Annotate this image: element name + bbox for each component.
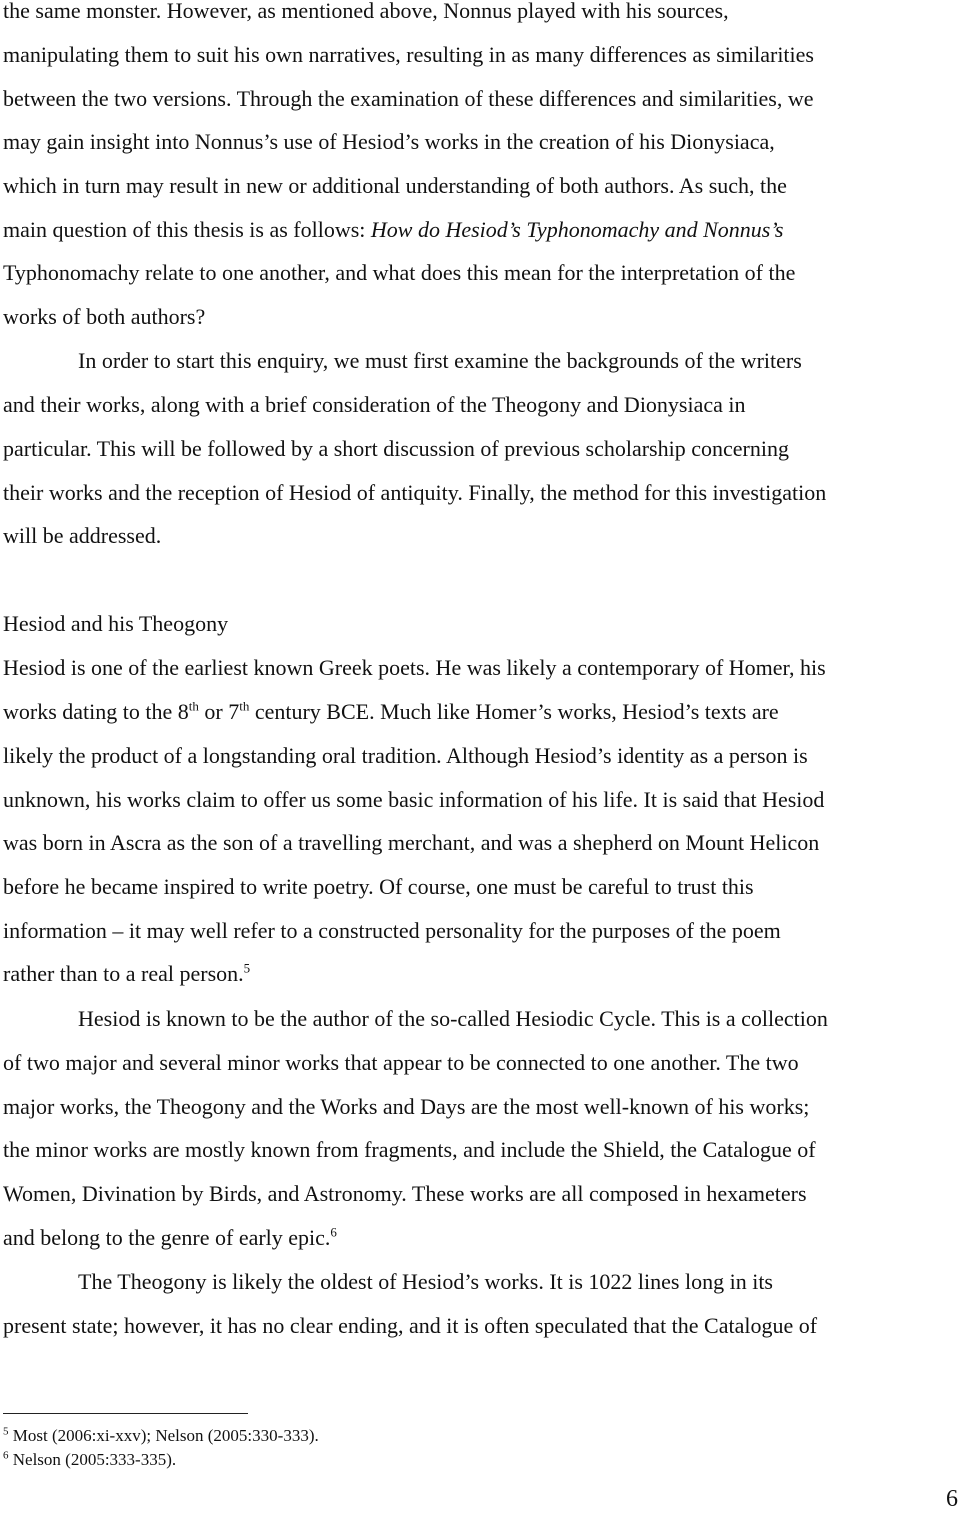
footnote-divider [3,1413,248,1414]
footnote-text: Most (2006:xi-xxv); Nelson (2005:330-333). [8,1426,319,1445]
text-run: century BCE. Much like Homer’s works, Hesiod’s texts are [249,699,779,724]
footnote-ref-5[interactable]: 5 [243,960,251,976]
superscript: th [188,698,199,714]
text-line: likely the product of a longstanding oral tradition. Although Hesiod’s identity as a person is [3,743,808,768]
text-line: major works, the Theogony and the Works and Days are the most well-known of his works; [3,1094,810,1119]
footnote-number: 5 [3,1425,9,1438]
text-line [3,698,779,724]
text-line [3,1224,337,1250]
text-line: and their works, along with a brief consideration of the Theogony and Dionysiaca in [3,392,746,417]
text-run: or 7 [198,699,240,724]
section-heading: Hesiod and his Theogony [3,611,229,636]
page-number: 6 [946,1486,958,1512]
text-line: of two major and several minor works that appear to be connected to one another. The two [3,1050,799,1075]
text-line: unknown, his works claim to offer us some basic information of his life. It is said that Hesiod [3,787,825,812]
text-run: works dating to the 8 [3,699,189,724]
text-line: between the two versions. Through the examination of these differences and similarities, we [3,86,814,111]
text-run: and belong to the genre of early epic. [3,1225,331,1250]
text-line: works of both authors? [3,304,206,329]
text-run: main question of this thesis is as follows: [3,217,371,242]
text-line: Typhonomachy relate to one another, and what does this mean for the interpretation of the [3,260,796,285]
text-line: In order to start this enquiry, we must first examine the backgrounds of the writers [78,348,802,373]
text-line: present state; however, it has no clear ending, and it is often speculated that the Catalogue of [3,1313,818,1338]
text-line: The Theogony is likely the oldest of Hesiod’s works. It is 1022 lines long in its [78,1269,773,1294]
footnote-ref-6[interactable]: 6 [330,1224,337,1240]
text-line: the same monster. However, as mentioned above, Nonnus played with his sources, [3,0,729,23]
footnote-5 [3,1426,319,1446]
superscript: th [239,698,250,714]
text-line: may gain insight into Nonnus’s use of Hesiod’s works in the creation of his Dionysiaca, [3,129,775,154]
research-question-italic: How do Hesiod’s Typhonomachy and Nonnus’s [370,217,784,242]
footnote-number: 6 [3,1449,9,1462]
text-line: manipulating them to suit his own narratives, resulting in as many differences as similarities [3,42,814,67]
text-line: Hesiod is one of the earliest known Greek poets. He was likely a contemporary of Homer, his [3,655,826,680]
text-line: Women, Divination by Birds, and Astronomy. These works are all composed in hexameters [3,1181,807,1206]
text-line: will be addressed. [3,523,162,548]
text-line: before he became inspired to write poetry. Of course, one must be careful to trust this [3,874,754,899]
text-line [3,219,783,241]
text-line: which in turn may result in new or additional understanding of both authors. As such, the [3,173,787,198]
text-line: Hesiod is known to be the author of the so-called Hesiodic Cycle. This is a collection [78,1006,828,1031]
text-line [3,960,251,986]
footnote-6 [3,1450,176,1470]
text-line: particular. This will be followed by a short discussion of previous scholarship concerning [3,436,789,461]
footnote-text: Nelson (2005:333-335). [8,1450,177,1469]
text-line: their works and the reception of Hesiod of antiquity. Finally, the method for this investigation [3,480,827,505]
text-run: rather than to a real person. [3,961,244,986]
text-line: was born in Ascra as the son of a travelling merchant, and was a shepherd on Mount Helicon [3,830,820,855]
text-line: the minor works are mostly known from fragments, and include the Shield, the Catalogue of [3,1137,816,1162]
text-line: information – it may well refer to a constructed personality for the purposes of the poem [3,918,781,943]
